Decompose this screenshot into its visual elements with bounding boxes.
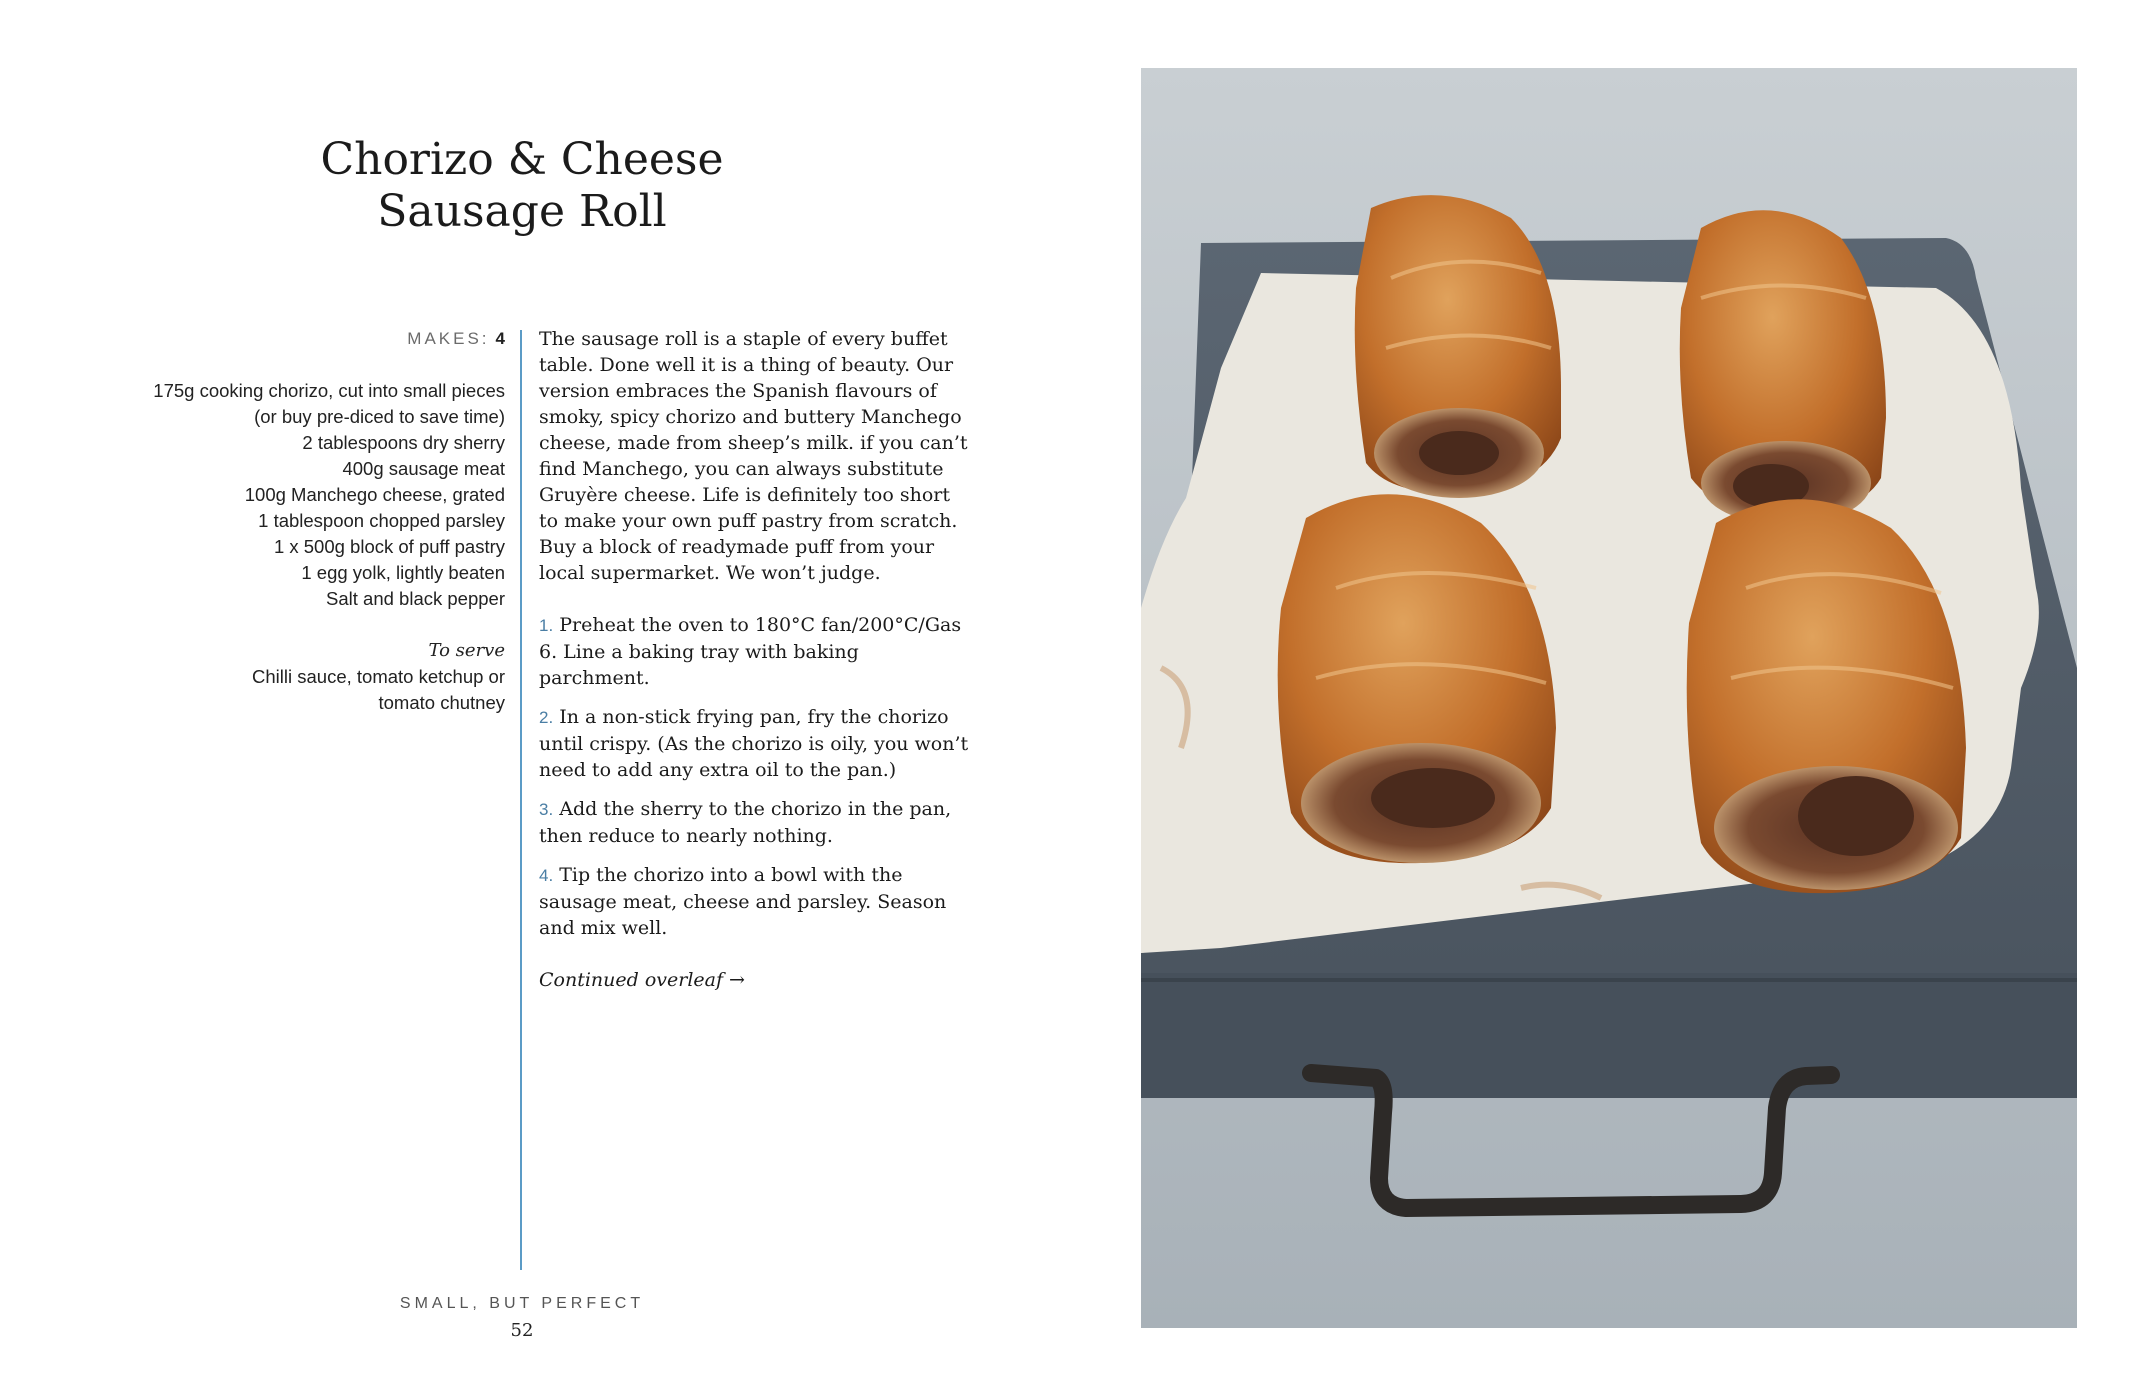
step-number: 1. (539, 616, 554, 635)
makes-label: MAKES: (407, 329, 490, 348)
ingredient-item: 2 tablespoons dry sherry (302, 432, 505, 453)
continued-text: Continued overleaf (539, 969, 724, 991)
to-serve-line: tomato chutney (378, 692, 505, 713)
ingredient-item: 400g sausage meat (342, 458, 505, 479)
continued-overleaf (539, 967, 971, 993)
tray-front-edge (1141, 973, 2077, 1098)
sausage-rolls-illustration (1141, 68, 2077, 1328)
ingredient-item: (or buy pre-diced to save time) (254, 406, 505, 427)
recipe-title-line-1: Chorizo & Cheese (320, 134, 724, 185)
to-serve-line: Chilli sauce, tomato ketchup or (252, 666, 505, 687)
recipe-intro: The sausage roll is a staple of every buffet table. Done well it is a thing of beauty. Our version embraces the Spanish flavours of smoky, spicy chorizo and buttery Manchego cheese, made from sheep’s milk. if you can’t find Manchego, you can always substitute Gruyère cheese. Life is definitely too short to make your own puff pastry from scratch. Buy a block of readymade puff from your local supermarket. We won’t judge. (539, 328, 968, 584)
step-text: Preheat the oven to 180°C fan/200°C/Gas 6. Line a baking tray with baking parchment. (539, 614, 962, 689)
page-number: 52 (510, 1320, 534, 1341)
ingredient-item: Salt and black pepper (326, 588, 505, 609)
step-number: 3. (539, 800, 554, 819)
ingredient-item: 175g cooking chorizo, cut into small pieces (153, 380, 505, 401)
step-text: In a non-stick frying pan, fry the chorizo until crispy. (As the chorizo is oily, you won’t need to add any extra oil to the pan.) (539, 706, 969, 781)
makes-yield (100, 326, 505, 352)
arrow-right-icon: → (729, 969, 745, 991)
sausage-rolls-photo (1141, 68, 2077, 1328)
book-title-footer: SMALL, BUT PERFECT (399, 1295, 645, 1312)
makes-value: 4 (495, 329, 505, 348)
ingredients-column (100, 326, 505, 716)
column-divider (520, 330, 522, 1270)
step-number: 2. (539, 708, 554, 727)
step-number: 4. (539, 866, 554, 885)
method-step (539, 796, 971, 849)
method-step (539, 704, 971, 783)
step-text: Tip the chorizo into a bowl with the sausage meat, cheese and parsley. Season and mix well. (539, 864, 947, 939)
to-serve-heading: To serve (428, 640, 505, 661)
ingredient-item: 1 x 500g block of puff pastry (273, 536, 505, 557)
method-column (539, 326, 971, 1006)
ingredient-item: 1 tablespoon chopped parsley (258, 510, 505, 531)
recipe-title-line-2: Sausage Roll (377, 186, 667, 237)
method-step (539, 612, 971, 691)
step-text: Add the sherry to the chorizo in the pan, then reduce to nearly nothing. (539, 798, 952, 847)
ingredient-item: 100g Manchego cheese, grated (244, 484, 505, 505)
method-step (539, 862, 971, 941)
recipe-title (222, 134, 822, 238)
ingredient-item: 1 egg yolk, lightly beaten (301, 562, 505, 583)
